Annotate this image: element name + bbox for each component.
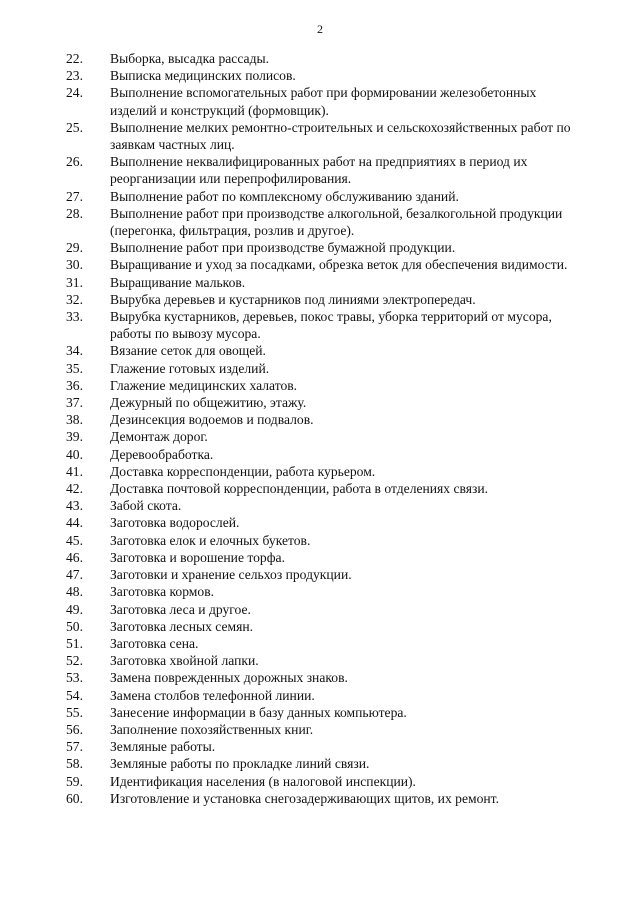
item-number: 36. [66, 377, 83, 393]
item-text: Заготовка елок и елочных букетов. [110, 532, 311, 548]
item-number: 51. [66, 635, 83, 651]
item-number: 26. [66, 154, 83, 170]
list-item [0, 514, 640, 531]
list-item [0, 377, 640, 394]
item-text: Земляные работы по прокладке линий связи. [110, 756, 370, 772]
list-item [0, 583, 640, 600]
item-number: 56. [66, 721, 83, 737]
list-item [0, 411, 640, 428]
list-item [0, 532, 640, 549]
item-number: 40. [66, 446, 83, 462]
item-number: 25. [66, 119, 83, 135]
item-number: 24. [66, 85, 83, 101]
item-number: 47. [66, 567, 83, 583]
list-item [0, 669, 640, 686]
item-text: Выполнение работ по комплексному обслуживанию зданий. [110, 188, 459, 204]
item-number: 48. [66, 584, 83, 600]
item-number: 44. [66, 515, 83, 531]
list-item [0, 291, 640, 308]
page-number: 2 [317, 22, 323, 36]
list-item [0, 635, 640, 652]
item-text: Выполнение работ при производстве бумажной продукции. [110, 240, 456, 256]
item-text: Заготовка кормов. [110, 584, 215, 600]
item-number: 23. [66, 68, 83, 84]
item-number: 27. [66, 188, 83, 204]
item-number: 37. [66, 395, 83, 411]
item-text: Дежурный по общежитию, этажу. [110, 395, 307, 411]
item-text: Вырубка деревьев и кустарников под линиями электропередач. [110, 291, 476, 307]
list-item [0, 239, 640, 256]
item-text: Выборка, высадка рассады. [110, 51, 270, 66]
item-number: 55. [66, 704, 83, 720]
item-number: 29. [66, 240, 83, 256]
item-text: Заготовка сена. [110, 635, 199, 651]
list-item [0, 755, 640, 772]
list-item [0, 773, 640, 790]
item-number: 30. [66, 257, 83, 273]
item-text: Заготовки и хранение сельхоз продукции. [110, 567, 352, 583]
list-item [0, 738, 640, 755]
item-number: 52. [66, 653, 83, 669]
list-item [0, 618, 640, 635]
list-item [0, 360, 640, 377]
list-item [0, 704, 640, 721]
item-number: 54. [66, 687, 83, 703]
item-number: 32. [66, 291, 83, 307]
item-number: 43. [66, 498, 83, 514]
item-text: Заготовка лесных семян. [110, 618, 254, 634]
list-item [0, 188, 640, 205]
item-text: Выписка медицинских полисов. [110, 68, 296, 84]
item-text: Вырубка кустарников, деревьев, покос травы, уборка территорий от мусора, работы по вывозу мусора. [110, 309, 552, 342]
list-item [0, 119, 640, 153]
item-number: 34. [66, 343, 83, 359]
list-item [0, 687, 640, 704]
list-item [0, 67, 640, 84]
item-text: Заготовка хвойной лапки. [110, 653, 259, 669]
item-number: 35. [66, 360, 83, 376]
item-text: Заполнение похозяйственных книг. [110, 721, 314, 737]
item-number: 38. [66, 412, 83, 428]
list-item [0, 50, 640, 67]
list-item [0, 721, 640, 738]
list-item [0, 601, 640, 618]
item-number: 22. [66, 51, 83, 66]
item-number: 57. [66, 739, 83, 755]
list-item [0, 153, 640, 187]
item-text: Выполнение работ при производстве алкогольной, безалкогольной продукции (перегонка, фильтрация, розлив и другое). [110, 205, 563, 239]
item-number: 49. [66, 601, 83, 617]
list-item [0, 549, 640, 566]
item-text: Выполнение вспомогательных работ при формировании железобетонных изделий и конструкций (формовщик). [110, 85, 537, 118]
item-text: Заготовка водорослей. [110, 515, 240, 531]
item-text: Демонтаж дорог. [110, 429, 208, 445]
item-text: Выполнение неквалифицированных работ на предприятиях в период их реорганизации или перепрофилирования. [110, 154, 528, 187]
list-item [0, 84, 640, 118]
item-text: Доставка почтовой корреспонденции, работа в отделениях связи. [110, 481, 489, 497]
list-item [0, 790, 640, 807]
item-number: 50. [66, 618, 83, 634]
list-item [0, 256, 640, 273]
item-number: 28. [66, 205, 83, 221]
item-text: Замена столбов телефонной линии. [110, 687, 315, 703]
list-item [0, 497, 640, 514]
list-item [0, 480, 640, 497]
list-item [0, 428, 640, 445]
item-number: 41. [66, 463, 83, 479]
item-text: Выращивание мальков. [110, 274, 246, 290]
item-number: 31. [66, 274, 83, 290]
list-item [0, 274, 640, 291]
list-item [0, 463, 640, 480]
item-number: 39. [66, 429, 83, 445]
list-item [0, 394, 640, 411]
item-text: Земляные работы. [110, 739, 216, 755]
item-number: 45. [66, 532, 83, 548]
item-text: Выполнение мелких ремонтно-строительных и сельскохозяйственных работ по заявкам частных лиц. [110, 119, 571, 153]
list-item [0, 566, 640, 583]
item-text: Забой скота. [110, 498, 182, 514]
list-item [0, 308, 640, 342]
item-number: 42. [66, 481, 83, 497]
item-number: 46. [66, 549, 83, 565]
item-text: Заготовка и ворошение торфа. [110, 549, 285, 565]
list-item [0, 652, 640, 669]
item-text: Занесение информации в базу данных компьютера. [110, 704, 407, 720]
item-number: 53. [66, 670, 83, 686]
item-text: Деревообработка. [110, 446, 214, 462]
item-text: Заготовка леса и другое. [110, 601, 251, 617]
item-text: Доставка корреспонденции, работа курьером. [110, 463, 376, 479]
list-item [0, 446, 640, 463]
list-item [0, 342, 640, 359]
item-number: 59. [66, 773, 83, 789]
item-text: Изготовление и установка снегозадерживающих щитов, их ремонт. [110, 790, 499, 806]
item-text: Выращивание и уход за посадками, обрезка веток для обеспечения видимости. [110, 257, 568, 273]
numbered-job-list [0, 50, 640, 807]
item-text: Глажение медицинских халатов. [110, 377, 298, 393]
item-text: Дезинсекция водоемов и подвалов. [110, 412, 314, 428]
item-number: 33. [66, 309, 83, 325]
item-text: Вязание сеток для овощей. [110, 343, 266, 359]
item-text: Глажение готовых изделий. [110, 360, 270, 376]
item-text: Идентификация населения (в налоговой инспекции). [110, 773, 416, 789]
item-number: 58. [66, 756, 83, 772]
list-item [0, 205, 640, 239]
item-text: Замена поврежденных дорожных знаков. [110, 670, 348, 686]
item-number: 60. [66, 790, 83, 806]
